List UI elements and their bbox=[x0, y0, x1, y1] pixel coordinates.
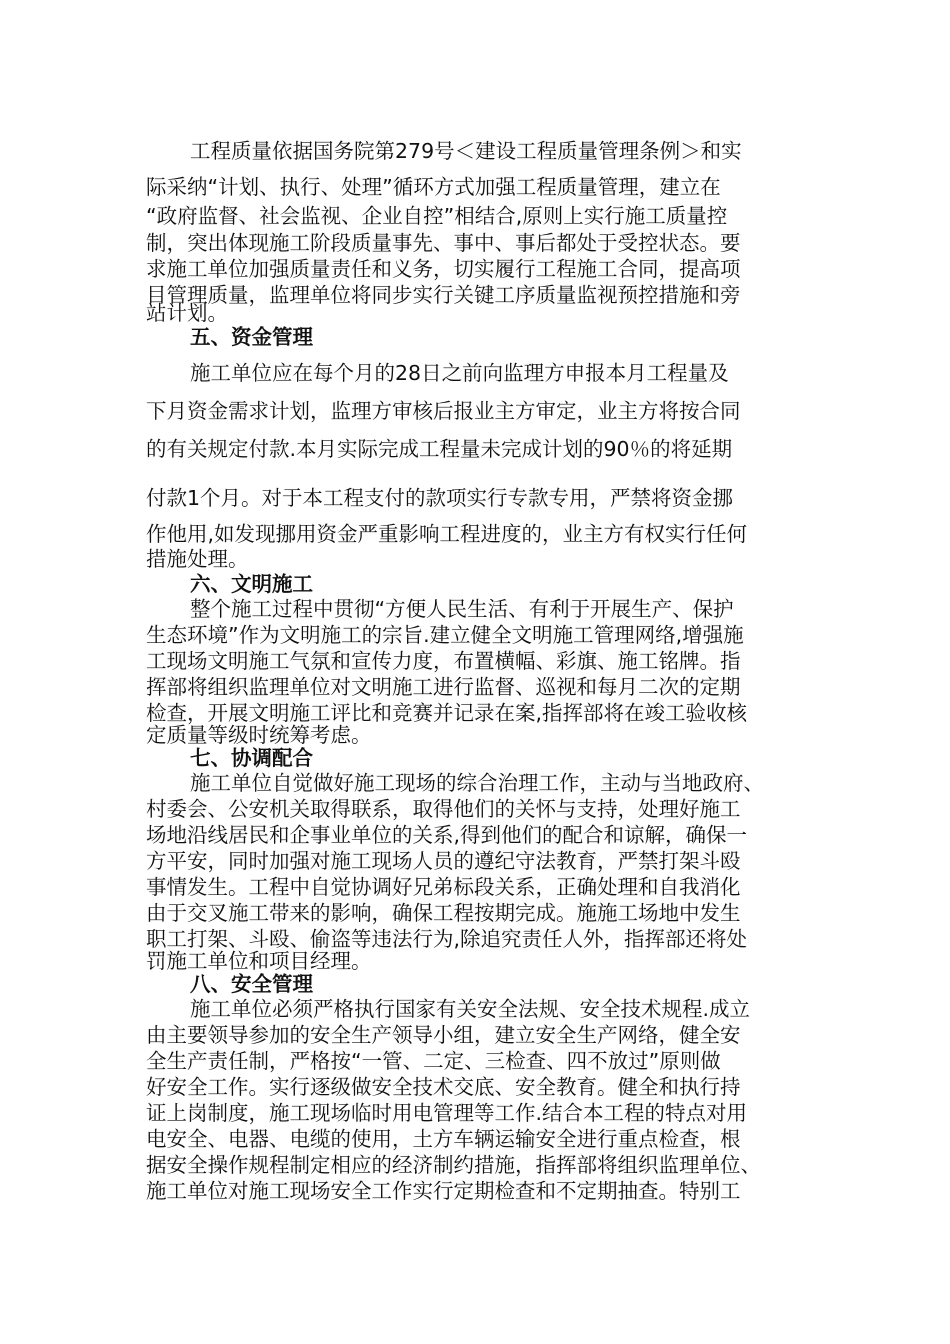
paragraph-line: 罚施工单位和项目经理。 bbox=[146, 949, 372, 973]
paragraph-line: 定质量等级时统筹考虑。 bbox=[146, 723, 372, 747]
paragraph-line: 下月资金需求计划，监理方审核后报业主方审定，业主方将按合同 bbox=[146, 399, 741, 423]
paragraph-line: 证上岗制度，施工现场临时用电管理等工作.结合本工程的特点对用 bbox=[146, 1101, 748, 1125]
section-heading: 七、协调配合 bbox=[190, 746, 313, 770]
paragraph-line: 求施工单位加强质量责任和义务，切实履行工程施工合同，提高项 bbox=[146, 257, 741, 281]
paragraph-line: 工程质量依据国务院第279号＜建设工程质量管理条例＞和实 bbox=[190, 139, 742, 163]
paragraph-line: 施工单位必须严格执行国家有关安全法规、安全技术规程.成立 bbox=[190, 997, 751, 1021]
paragraph-line: 方平安，同时加强对施工现场人员的遵纪守法教育，严禁打架斗殴 bbox=[146, 849, 741, 873]
paragraph-line: 工现场文明施工气氛和宣传力度，布置横幅、彩旗、施工铭牌。指 bbox=[146, 649, 741, 673]
paragraph-line: 整个施工过程中贯彻“方便人民生活、有利于开展生产、保护 bbox=[190, 597, 734, 621]
paragraph-line: 检查，开展文明施工评比和竞赛并记录在案,指挥部将在竣工验收核 bbox=[146, 701, 748, 725]
paragraph-line: “政府监督、社会监视、企业自控”相结合,原则上实行施工质量控 bbox=[146, 204, 728, 228]
paragraph-line: 付款1个月。对于本工程支付的款项实行专款专用，严禁将资金挪 bbox=[146, 486, 734, 510]
paragraph-line: 全生产责任制，严格按“一管、二定、三检查、四不放过”原则做 bbox=[146, 1049, 721, 1073]
paragraph-line: 目管理质量，监理单位将同步实行关键工序质量监视预控措施和旁 bbox=[146, 283, 741, 307]
paragraph-line: 由于交叉施工带来的影响，确保工程按期完成。施施工场地中发生 bbox=[146, 901, 741, 925]
paragraph-line: 制，突出体现施工阶段质量事先、事中、事后都处于受控状态。要 bbox=[146, 231, 741, 255]
paragraph-line: 电安全、电器、电缆的使用，土方车辆运输安全进行重点检查，根 bbox=[146, 1127, 741, 1151]
paragraph-line: 的有关规定付款.本月实际完成工程量未完成计划的90％的将延期 bbox=[146, 437, 733, 461]
paragraph-line: 村委会、公安机关取得联系，取得他们的关怀与支持，处理好施工 bbox=[146, 797, 741, 821]
section-heading: 五、资金管理 bbox=[190, 325, 313, 349]
paragraph-line: 际采纳“计划、执行、处理”循环方式加强工程质量管理，建立在 bbox=[146, 175, 721, 199]
paragraph-line: 施工单位对施工现场安全工作实行定期检查和不定期抽查。特别工 bbox=[146, 1179, 741, 1203]
paragraph-line: 作他用,如发现挪用资金严重影响工程进度的，业主方有权实行任何 bbox=[146, 522, 748, 546]
paragraph-line: 措施处理。 bbox=[146, 547, 249, 571]
paragraph-line: 据安全操作规程制定相应的经济制约措施，指挥部将组织监理单位、 bbox=[146, 1153, 761, 1177]
paragraph-line: 站计划。 bbox=[146, 301, 228, 325]
paragraph-line: 生态环境”作为文明施工的宗旨.建立健全文明施工管理网络,增强施 bbox=[146, 623, 744, 647]
paragraph-line: 职工打架、斗殴、偷盗等违法行为,除追究责任人外，指挥部还将处 bbox=[146, 927, 748, 951]
paragraph-line: 施工单位自觉做好施工现场的综合治理工作，主动与当地政府、 bbox=[190, 771, 764, 795]
paragraph-line: 挥部将组织监理单位对文明施工进行监督、巡视和每月二次的定期 bbox=[146, 675, 741, 699]
paragraph-line: 事情发生。工程中自觉协调好兄弟标段关系，正确处理和自我消化 bbox=[146, 875, 741, 899]
paragraph-line: 好安全工作。实行逐级做安全技术交底、安全教育。健全和执行持 bbox=[146, 1075, 741, 1099]
section-heading: 八、安全管理 bbox=[190, 972, 313, 996]
paragraph-line: 场地沿线居民和企事业单位的关系,得到他们的配合和谅解，确保一 bbox=[146, 823, 748, 847]
paragraph-line: 由主要领导参加的安全生产领导小组，建立安全生产网络，健全安 bbox=[146, 1023, 741, 1047]
section-heading: 六、文明施工 bbox=[190, 572, 313, 596]
paragraph-line: 施工单位应在每个月的28日之前向监理方申报本月工程量及 bbox=[190, 361, 729, 385]
